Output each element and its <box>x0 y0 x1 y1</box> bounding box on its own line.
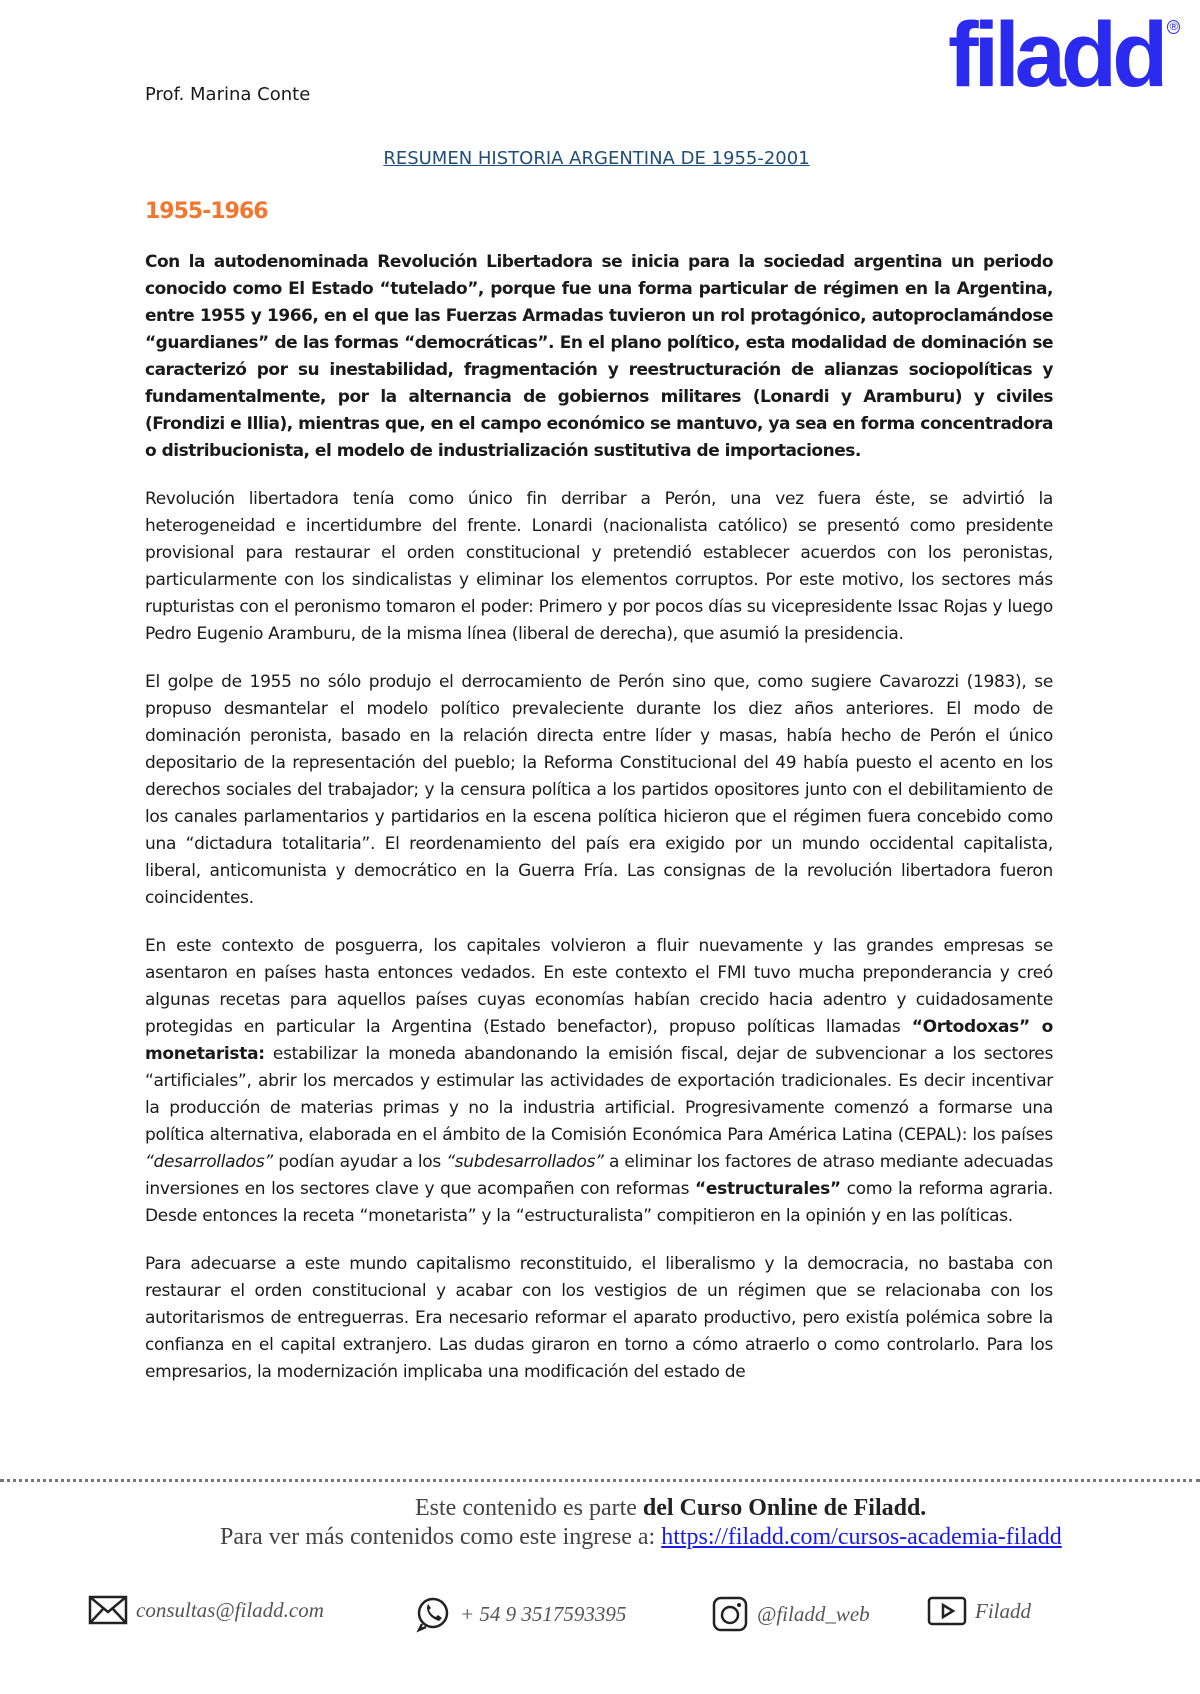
italic-term-subdesarrollados: “subdesarrollados” <box>446 1152 604 1172</box>
section-heading: 1955-1966 <box>145 199 268 224</box>
footer-promo-line-1: Este contenido es parte del Curso Online de Filadd. <box>415 1495 927 1521</box>
contact-youtube[interactable] <box>927 1595 1031 1627</box>
instagram-icon <box>711 1595 749 1633</box>
registered-mark: ® <box>1168 20 1180 33</box>
document-body <box>145 249 1053 1407</box>
bold-term-estructurales: “estructurales” <box>695 1179 841 1199</box>
footer-divider <box>0 1479 1200 1482</box>
italic-term-desarrollados: “desarrollados” <box>145 1152 273 1172</box>
footer-promo-line-2: Para ver más contenidos como este ingrese a: https://filadd.com/cursos-academia-filadd <box>220 1524 1062 1550</box>
filadd-logo <box>948 4 1180 106</box>
envelope-icon <box>88 1595 128 1625</box>
contact-instagram-text: @filadd_web <box>757 1601 870 1626</box>
youtube-icon <box>927 1595 967 1627</box>
bold-term-ortodoxas: “Ortodoxas” o monetarista: <box>145 1017 1054 1064</box>
author-name: Prof. Marina Conte <box>145 84 311 105</box>
contact-email-text: consultas@filadd.com <box>136 1597 324 1622</box>
paragraph-4: En este contexto de posguerra, los capitales volvieron a fluir nuevamente y las grandes empresas se asentaron en países hasta entonces vedados. En este contexto el FMI tuvo mucha preponderancia y creó algunas recetas para aquellos países cuyas economías habían crecido hacia adentro y cuidadosamente protegidas en particular la Argentina (Estado benefactor), propuso políticas llamadas “Ortodoxas” o monetarista: estabilizar la moneda abandonando la emisión fiscal, dejar de subvencionar a los sectores “artificiales”, abrir los mercados y estimular las actividades de exportación tradicionales. Es decir incentivar la producción de materias primas y no la industria artificial. Progresivamente comenzó a formarse una política alternativa, elaborada en el ámbito de la Comisión Económica Para América Latina (CEPAL): los países “desarrollados” podían ayudar a los “subdesarrollados” a eliminar los factores de atraso mediante adecuadas inversiones en los sectores clave y que acompañen con reformas “estructurales” como la reforma agraria. Desde entonces la receta “monetarista” y la “estructuralista” compitieron en la opinión y en las políticas. <box>145 936 1054 1226</box>
contact-email[interactable] <box>88 1595 324 1625</box>
logo-text: filadd <box>948 4 1164 106</box>
contact-whatsapp[interactable] <box>414 1595 626 1633</box>
document-title: RESUMEN HISTORIA ARGENTINA DE 1955-2001 <box>383 148 810 169</box>
paragraph-1: Con la autodenominada Revolución Libertadora se inicia para la sociedad argentina un periodo conocido como El Estado “tutelado”, porque fue una forma particular de régimen en la Argentina, entre 1955 y 1966, en el que las Fuerzas Armadas tuvieron un rol protagónico, autoproclamándose “guardianes” de las formas “democráticas”. En el plano político, esta modalidad de dominación se caracterizó por su inestabilidad, fragmentación y reestructuración de alianzas sociopolíticas y fundamentalmente, por la alternancia de gobiernos militares (Lonardi y Aramburu) y civiles (Frondizi e Illia), mientras que, en el campo económico se mantuvo, ya sea en forma concentradora o distribucionista, el modelo de industrialización sustitutiva de importaciones. <box>145 252 1053 461</box>
contact-youtube-text: Filadd <box>975 1598 1031 1623</box>
paragraph-3: El golpe de 1955 no sólo produjo el derrocamiento de Perón sino que, como sugiere Cavarozzi (1983), se propuso desmantelar el modelo político prevaleciente durante los diez años anteriores. El modo de dominación peronista, basado en la relación directa entre líder y masas, había hecho de Perón el único depositario de la representación del pueblo; la Reforma Constitucional del 49 había puesto el acento en los derechos sociales del trabajador; y la censura política a los partidos opositores junto con el debilitamiento de los canales parlamentarios y partidarios en la escena política hicieron que el régimen fuera concebido como una “dictadura totalitaria”. El reordenamiento del país era exigido por un mundo occidental capitalista, liberal, anticomunista y democrático en la Guerra Fría. Las consignas de la revolución libertadora fueron coincidentes. <box>145 672 1053 908</box>
paragraph-5: Para adecuarse a este mundo capitalismo reconstituido, el liberalismo y la democracia, no bastaba con restaurar el orden constitucional y acabar con los vestigios de un régimen que se relacionaba con los autoritarismos de entreguerras. Era necesario reformar el aparato productivo, pero existía polémica sobre la confianza en el capital extranjero. Las dudas giraron en torno a cómo atraerlo o como controlarlo. Para los empresarios, la modernización implicaba una modificación del estado de <box>145 1254 1053 1382</box>
course-link[interactable]: https://filadd.com/cursos-academia-filadd <box>661 1524 1062 1550</box>
contact-instagram[interactable] <box>711 1595 870 1633</box>
paragraph-2: Revolución libertadora tenía como único fin derribar a Perón, una vez fuera éste, se advirtió la heterogeneidad e incertidumbre del frente. Lonardi (nacionalista católico) se presentó como presidente provisional para restaurar el orden constitucional y pretendió establecer acuerdos con los peronistas, particularmente con los sindicalistas y eliminar los elementos corruptos. Por este motivo, los sectores más rupturistas con el peronismo tomaron el poder: Primero y por pocos días su vicepresidente Issac Rojas y luego Pedro Eugenio Aramburu, de la misma línea (liberal de derecha), que asumió la presidencia. <box>145 489 1053 644</box>
whatsapp-icon <box>414 1595 452 1633</box>
contact-phone-text: + 54 9 3517593395 <box>460 1601 627 1626</box>
